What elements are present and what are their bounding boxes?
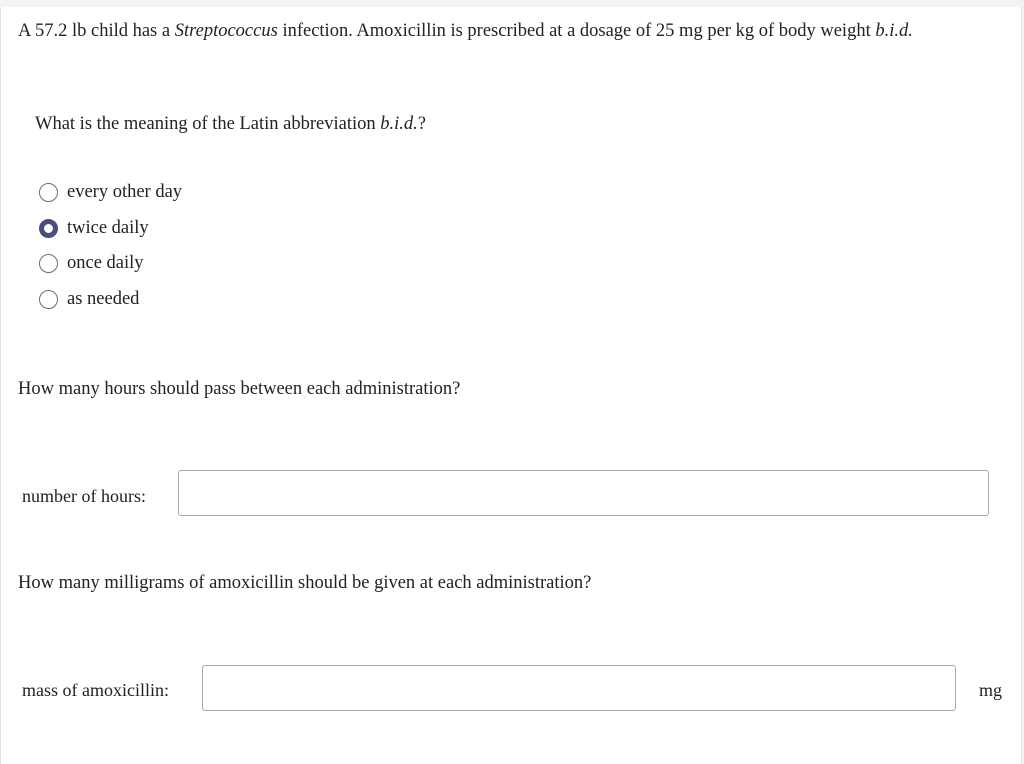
question-mass-per-dose: How many milligrams of amoxicillin should be given at each administration?: [18, 573, 592, 593]
option-every-other-day[interactable]: [39, 175, 182, 211]
radio-every-other-day[interactable]: [39, 183, 58, 202]
mass-input[interactable]: [202, 665, 956, 711]
option-label: once daily: [67, 253, 144, 274]
dosage-abbreviation: b.i.d.: [875, 21, 913, 41]
mass-field-label: mass of amoxicillin:: [22, 680, 169, 700]
problem-text-part2: infection. Amoxicillin is prescribed at a dosage of 25 mg per kg of body weight: [277, 21, 876, 41]
option-once-daily[interactable]: [39, 246, 182, 282]
radio-once-daily[interactable]: [39, 254, 58, 273]
question1-text: What is the meaning of the Latin abbreviation: [35, 114, 381, 134]
hours-input[interactable]: [178, 470, 989, 516]
question-hours-between: How many hours should pass between each administration?: [18, 379, 461, 399]
option-label: as needed: [67, 288, 140, 309]
mass-unit-label: mg: [979, 680, 1003, 700]
option-label: every other day: [67, 182, 183, 203]
answer-options: [39, 175, 182, 317]
question-page: [0, 7, 1022, 764]
organism-name: Streptococcus: [174, 21, 278, 41]
option-label: twice daily: [67, 217, 149, 238]
problem-statement: [18, 21, 913, 42]
question1-mark: ?: [417, 114, 426, 134]
radio-as-needed[interactable]: [39, 290, 58, 309]
option-twice-daily[interactable]: [39, 211, 182, 247]
question1-abbreviation: b.i.d.: [380, 114, 418, 134]
problem-text-part1: A 57.2 lb child has a: [18, 21, 175, 41]
radio-twice-daily[interactable]: [39, 219, 58, 238]
option-as-needed[interactable]: [39, 282, 182, 318]
hours-field-label: number of hours:: [22, 486, 146, 506]
question-abbreviation-meaning: [35, 114, 426, 135]
